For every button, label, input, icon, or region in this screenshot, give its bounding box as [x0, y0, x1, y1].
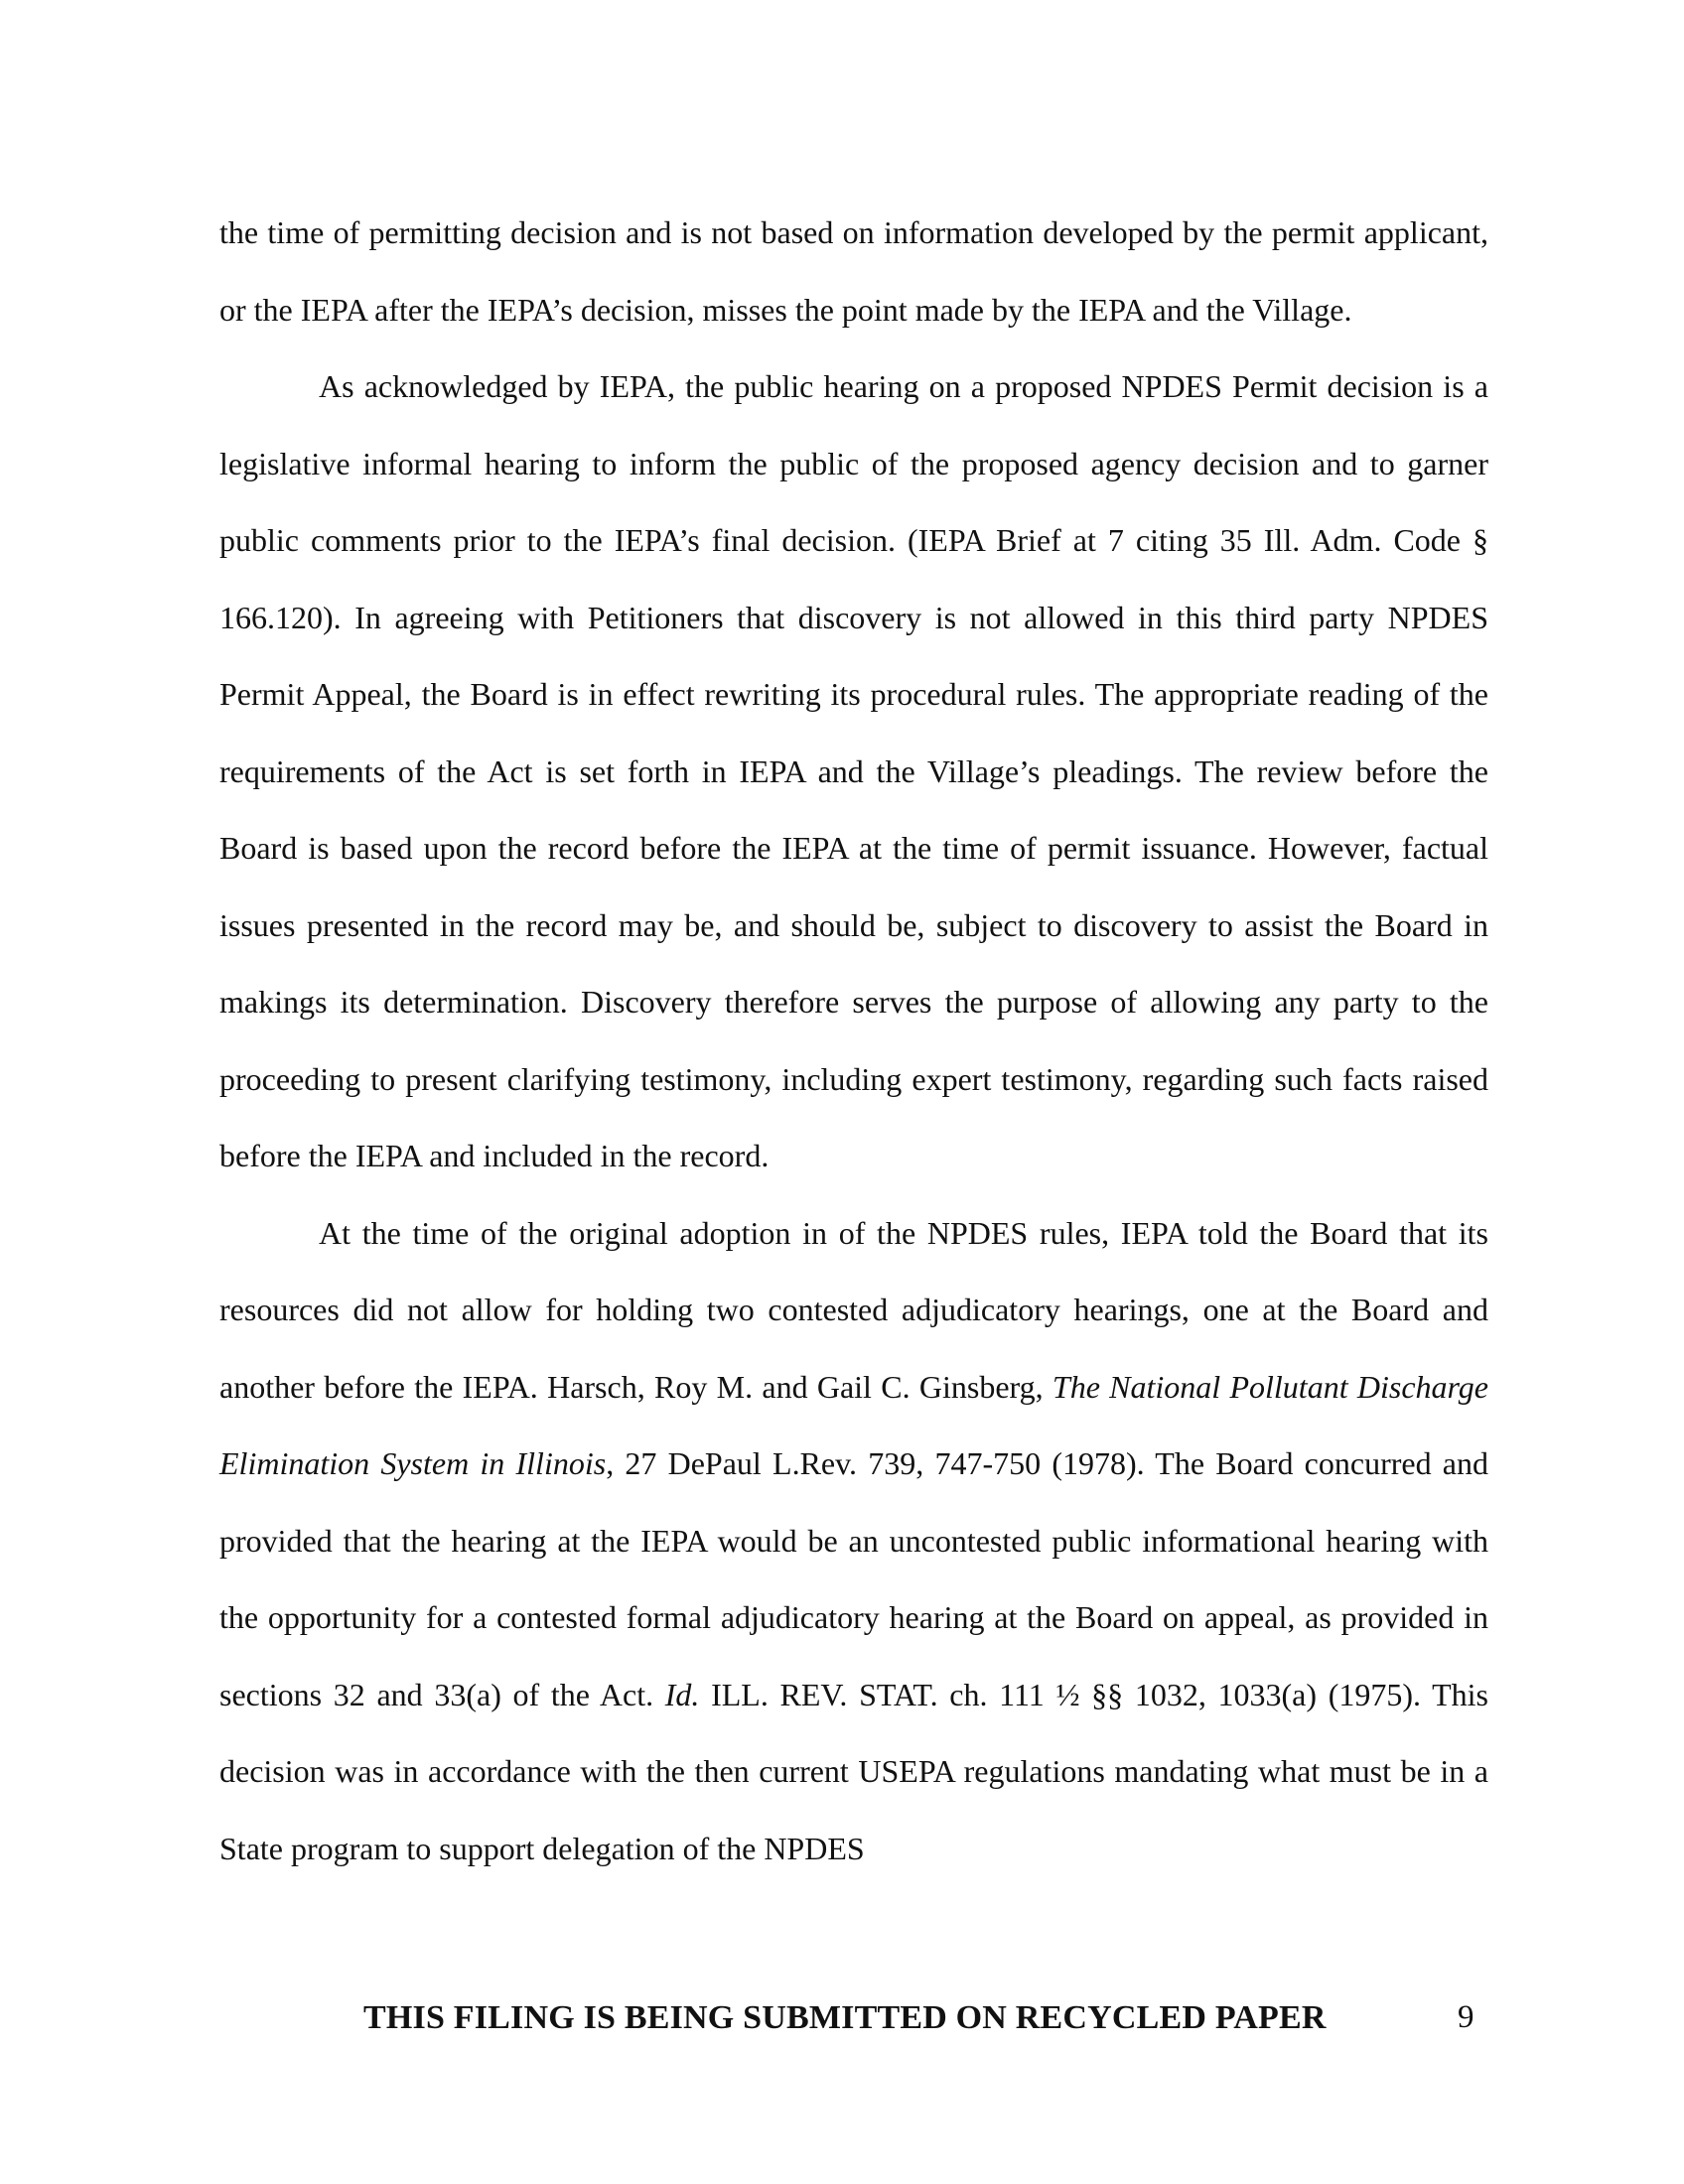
- paragraph-public-hearing: As acknowledged by IEPA, the public hearing on a proposed NPDES Permit decision is a legislative informal hearing to inform the public of the proposed agency decision and to garner public comments prior to the IEPA’s final decision. (IEPA Brief at 7 citing 35 Ill. Adm. Code § 166.120). In agreeing with Petitioners that discovery is not allowed in this third party NPDES Permit Appeal, the Board is in effect rewriting its procedural rules. The appropriate reading of the requirements of the Act is set forth in IEPA and the Village’s pleadings. The review before the Board is based upon the record before the IEPA at the time of permit issuance. However, factual issues presented in the record may be, and should be, subject to discovery to assist the Board in makings its determination. Discovery therefore serves the purpose of allowing any party to the proceeding to present clarifying testimony, including expert testimony, regarding such facts raised before the IEPA and included in the record.: [219, 368, 1488, 1173]
- paragraph-original-adoption: [219, 1195, 1488, 1888]
- recycled-paper-notice: THIS FILING IS BEING SUBMITTED ON RECYCLED PAPER: [363, 1999, 1327, 2036]
- paragraph-segment: ILL. REV. STAT. ch. 111 ½ §§ 1032, 1033(a) (1975). This decision was in accordance with the then current USEPA regulations mandating what must be in a State program to support delegation of the NPDES: [219, 1676, 1489, 1866]
- paragraph-segment: , 27 DePaul L.Rev. 739, 747-750 (1978). The Board concurred and provided that the hearing at the IEPA would be an uncontested public informational hearing with the opportunity for a contested formal adjudicatory hearing at the Board on appeal, as provided in sections 32 and 33(a) of the Act.: [219, 1445, 1489, 1712]
- article-title-italic: The National Pollutant Discharge Elimination System in Illinois: [219, 1368, 1489, 1481]
- page-number: 9: [1458, 1999, 1474, 2035]
- page-footer: [0, 1999, 1684, 2049]
- document-body: [219, 195, 1488, 1887]
- citation-id-italic: Id.: [664, 1676, 700, 1712]
- paragraph-continuation: the time of permitting decision and is not based on information developed by the permit applicant, or the IEPA after the IEPA’s decision, misses the point made by the IEPA and the Village.: [219, 214, 1488, 328]
- paragraph-segment: At the time of the original adoption in of the NPDES rules, IEPA told the Board that its resources did not allow for holding two contested adjudicatory hearings, one at the Board and another before the IEPA. Harsch, Roy M. and Gail C. Ginsberg,: [219, 1214, 1488, 1405]
